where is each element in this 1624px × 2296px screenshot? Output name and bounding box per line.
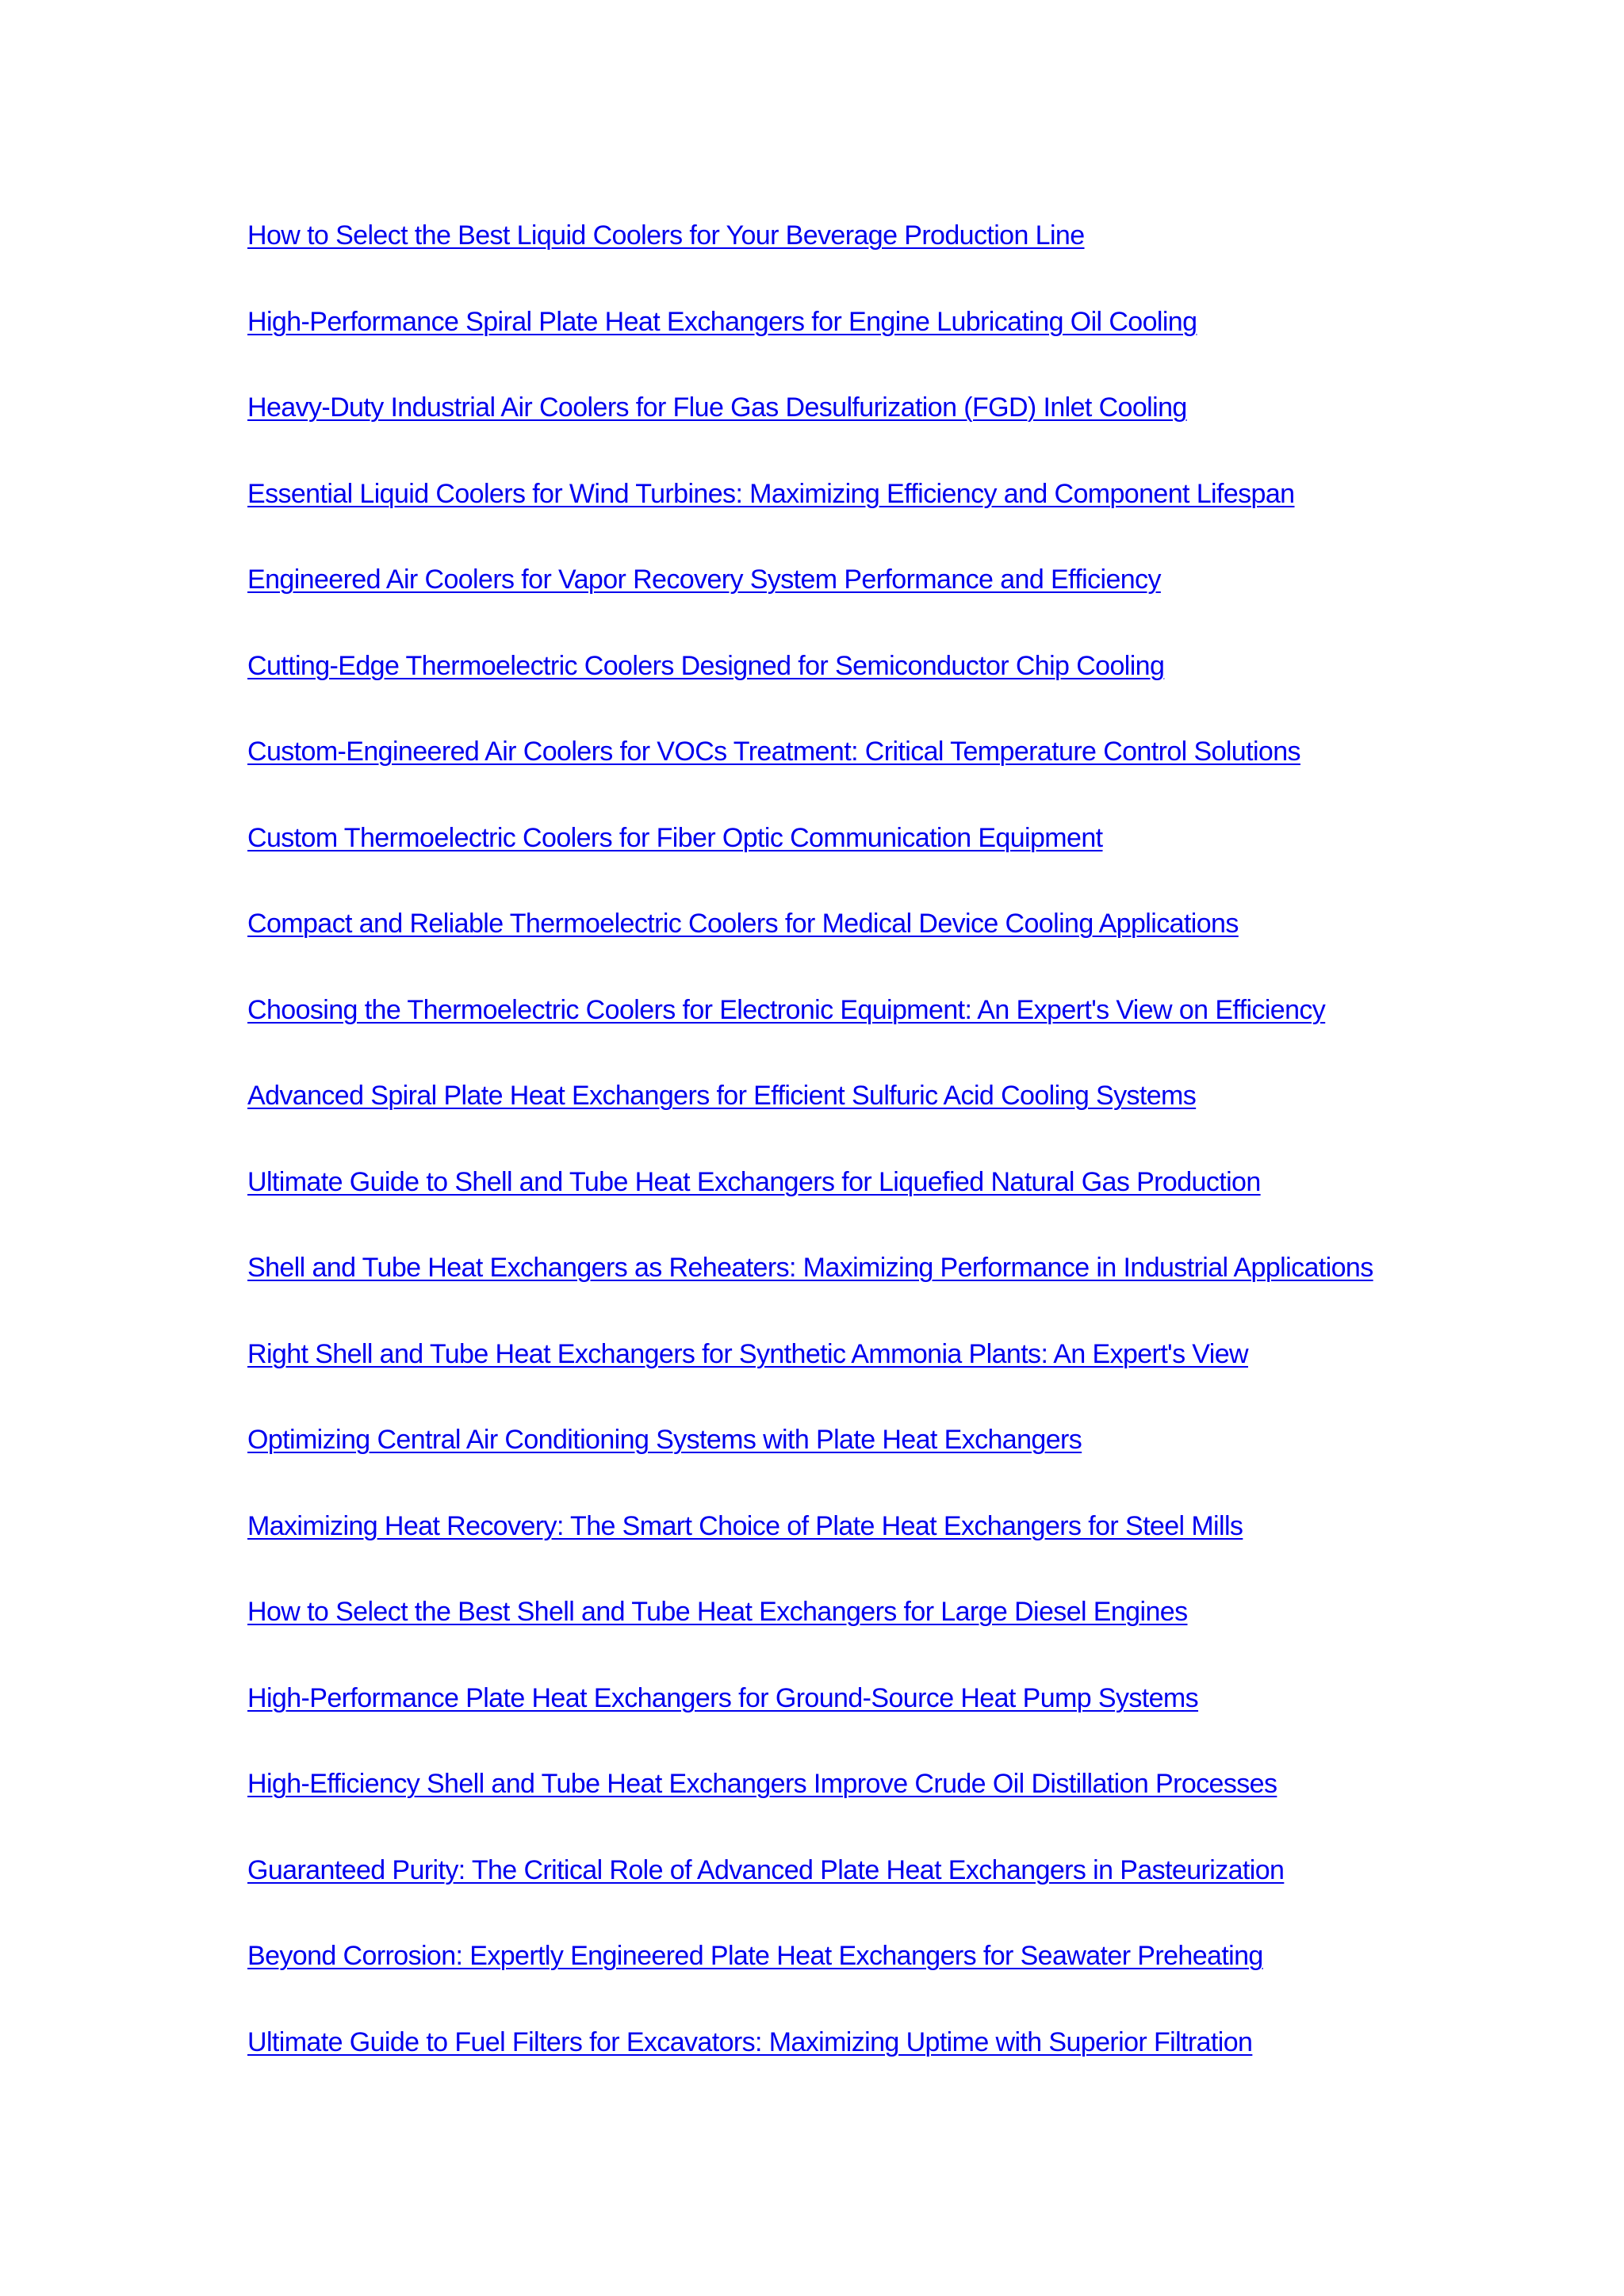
list-item <box>247 818 1595 905</box>
article-link[interactable]: Ultimate Guide to Shell and Tube Heat Exchangers for Liquefied Natural Gas Production <box>247 1166 1261 1197</box>
article-link-list <box>247 216 1595 2108</box>
article-link[interactable]: Essential Liquid Coolers for Wind Turbines: Maximizing Efficiency and Component Lifespan <box>247 478 1295 509</box>
article-link[interactable]: Engineered Air Coolers for Vapor Recovery System Performance and Efficiency <box>247 564 1161 595</box>
article-link[interactable]: Right Shell and Tube Heat Exchangers for Synthetic Ammonia Plants: An Expert's View <box>247 1338 1248 1369</box>
article-link[interactable]: Compact and Reliable Thermoelectric Coolers for Medical Device Cooling Applications <box>247 909 1239 939</box>
list-item <box>247 302 1595 388</box>
list-item <box>247 1678 1595 1765</box>
article-link[interactable]: High-Efficiency Shell and Tube Heat Exchangers Improve Crude Oil Distillation Processes <box>247 1769 1277 1799</box>
list-item <box>247 1506 1595 1593</box>
list-item <box>247 1764 1595 1850</box>
article-link[interactable]: How to Select the Best Shell and Tube Heat Exchangers for Large Diesel Engines <box>247 1597 1188 1627</box>
list-item <box>247 1162 1595 1249</box>
list-item <box>247 1936 1595 2022</box>
article-link[interactable]: High-Performance Plate Heat Exchangers for Ground-Source Heat Pump Systems <box>247 1682 1199 1713</box>
list-item <box>247 1248 1595 1334</box>
article-link[interactable]: Custom Thermoelectric Coolers for Fiber Optic Communication Equipment <box>247 822 1103 853</box>
list-item <box>247 216 1595 302</box>
list-item <box>247 388 1595 474</box>
list-item <box>247 2022 1595 2109</box>
article-link[interactable]: Custom-Engineered Air Coolers for VOCs Treatment: Critical Temperature Control Solutions <box>247 737 1300 767</box>
article-link[interactable]: How to Select the Best Liquid Coolers for Your Beverage Production Line <box>247 220 1085 251</box>
list-item <box>247 1420 1595 1506</box>
article-link[interactable]: Optimizing Central Air Conditioning Systems with Plate Heat Exchangers <box>247 1425 1082 1455</box>
article-link[interactable]: Advanced Spiral Plate Heat Exchangers for Efficient Sulfuric Acid Cooling Systems <box>247 1081 1197 1111</box>
article-link[interactable]: Beyond Corrosion: Expertly Engineered Plate Heat Exchangers for Seawater Preheating <box>247 1941 1263 1971</box>
list-item <box>247 1076 1595 1162</box>
list-item <box>247 1334 1595 1421</box>
article-link[interactable]: High-Performance Spiral Plate Heat Exchangers for Engine Lubricating Oil Cooling <box>247 306 1197 337</box>
article-link[interactable]: Heavy-Duty Industrial Air Coolers for Flue Gas Desulfurization (FGD) Inlet Cooling <box>247 392 1187 423</box>
list-item <box>247 904 1595 990</box>
article-link[interactable]: Cutting-Edge Thermoelectric Coolers Designed for Semiconductor Chip Cooling <box>247 650 1165 681</box>
list-item <box>247 1592 1595 1678</box>
article-link[interactable]: Guaranteed Purity: The Critical Role of Advanced Plate Heat Exchangers in Pasteurization <box>247 1854 1285 1885</box>
list-item <box>247 1850 1595 1937</box>
article-link[interactable]: Shell and Tube Heat Exchangers as Reheaters: Maximizing Performance in Industrial Applications <box>247 1253 1373 1283</box>
list-item <box>247 474 1595 561</box>
list-item <box>247 990 1595 1077</box>
list-item <box>247 560 1595 646</box>
list-item <box>247 646 1595 733</box>
list-item <box>247 732 1595 818</box>
article-link[interactable]: Choosing the Thermoelectric Coolers for Electronic Equipment: An Expert's View on Efficiency <box>247 994 1326 1025</box>
article-link[interactable]: Ultimate Guide to Fuel Filters for Excavators: Maximizing Uptime with Superior Filtration <box>247 2026 1253 2057</box>
article-link[interactable]: Maximizing Heat Recovery: The Smart Choice of Plate Heat Exchangers for Steel Mills <box>247 1510 1243 1541</box>
